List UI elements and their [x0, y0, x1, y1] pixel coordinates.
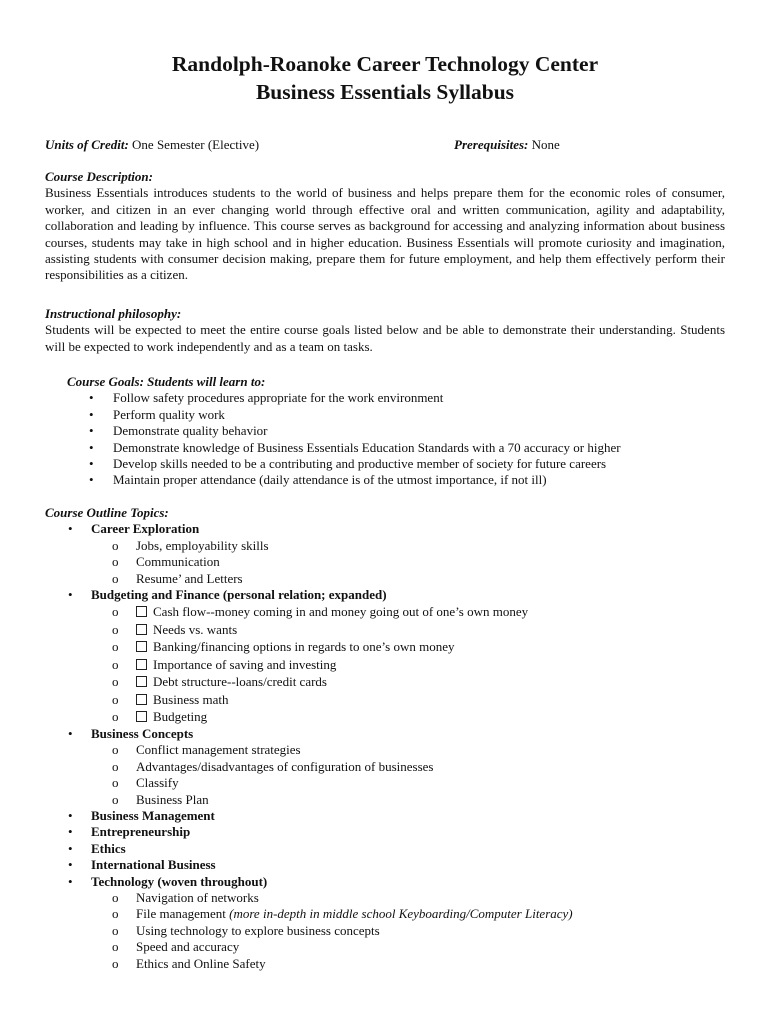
subtopic-list	[91, 538, 725, 587]
units-of-credit	[45, 137, 259, 153]
checkbox-icon	[136, 711, 147, 722]
checkbox-icon	[136, 694, 147, 705]
checkbox-icon	[136, 641, 147, 652]
topic-label: Entrepreneurship	[91, 824, 191, 840]
checkbox-icon	[136, 659, 147, 670]
philosophy-text: Students will be expected to meet the entire course goals listed below and be able to demonstrate their understanding. Students will be expected to work independently and as a team on tasks.	[45, 322, 725, 354]
topic-budgeting-finance: • Budgeting and Finance (personal relation; expanded) o Cash flow--money coming in and money going out of one’s own money o Needs vs. wants o Banking/financing options in regards to one’s own money o Importance of saving and investing o Debt structure--loans/credit cards o Business math o Budgeting	[45, 587, 725, 726]
list-item: o Importance of saving and investing	[112, 656, 337, 672]
topic-label: Ethics	[91, 840, 126, 856]
checkbox-icon	[136, 676, 147, 687]
course-goals	[67, 374, 727, 489]
list-item: o Banking/financing options in regards to one’s own money	[112, 639, 455, 655]
topic-label: Budgeting and Finance (personal relation; expanded)	[91, 587, 387, 603]
subtopic-list	[91, 742, 725, 808]
list-item: o Needs vs. wants	[112, 621, 238, 637]
list-item: • Perform quality work	[67, 407, 727, 423]
list-item: • Develop skills needed to be a contributing and productive member of society for future careers	[67, 456, 727, 472]
topic-label: International Business	[91, 857, 216, 873]
list-item: o Communication	[112, 554, 220, 570]
topic-ethics: • Ethics	[68, 840, 126, 856]
list-item: o Resume’ and Letters	[112, 570, 243, 586]
instructional-philosophy	[45, 306, 725, 355]
list-item: • Demonstrate quality behavior	[67, 423, 727, 439]
topic-business-management: • Business Management	[68, 807, 215, 823]
subtopic-list	[91, 603, 725, 726]
list-item: o Budgeting	[112, 709, 208, 725]
topic-career-exploration: • Career Exploration o Jobs, employability skills o Communication o Resume’ and Letters	[45, 521, 725, 587]
topic-label: Business Management	[91, 807, 215, 823]
list-item: o Cash flow--money coming in and money going out of one’s own money	[112, 604, 529, 620]
list-item: o Speed and accuracy	[112, 939, 240, 955]
topic-entrepreneurship: • Entrepreneurship	[68, 824, 191, 840]
topic-business-concepts: • Business Concepts o Conflict management strategies o Advantages/disadvantages of configuration of businesses o Classify o Business Plan	[45, 726, 725, 808]
description-heading: Course Description:	[45, 169, 153, 184]
list-item: o Ethics and Online Safety	[112, 955, 266, 971]
list-item: o Conflict management strategies	[112, 742, 301, 758]
topic-technology: • Technology (woven throughout) o Navigation of networks o File management (more in-depth in middle school Keyboarding/Computer Literacy) o Using technology to explore business concepts o Speed and accuracy o Ethics and Online Safety	[45, 874, 725, 972]
outline-list	[45, 521, 725, 972]
file-management-note: (more in-depth in middle school Keyboarding/Computer Literacy)	[229, 906, 573, 922]
prereq-label: Prerequisites:	[454, 137, 529, 152]
list-item: o Business Plan	[112, 791, 209, 807]
list-item: • Demonstrate knowledge of Business Essentials Education Standards with a 70 accuracy or higher	[67, 440, 727, 456]
description-text: Business Essentials introduces students to the world of business and helps prepare them for the economic roles of consumer, worker, and citizen in an ever changing world through effective oral and written communication, agility and adaptability, collaboration and leading by influence. This course serves as background for accessing and analyzing information about business courses, students may take in high school and in higher education. Business Essentials will promote curiosity and imagination, assisting students with consumer decision making, prepare them for future employment, and help them effectively perform their responsibilities as a citizen.	[45, 185, 725, 283]
course-outline	[45, 505, 725, 972]
list-item: o Using technology to explore business concepts	[112, 922, 380, 938]
prerequisites	[454, 137, 560, 153]
list-item: o Classify	[112, 775, 179, 791]
topic-label: Business Concepts	[91, 725, 194, 741]
list-item: • Follow safety procedures appropriate for the work environment	[67, 390, 727, 406]
course-meta	[45, 137, 735, 153]
units-value: One Semester (Elective)	[128, 137, 260, 152]
title-line-1: Randolph-Roanoke Career Technology Center	[171, 52, 599, 76]
prereq-value: None	[528, 137, 560, 152]
units-label: Units of Credit:	[45, 137, 129, 152]
list-item: o Advantages/disadvantages of configuration of businesses	[112, 758, 434, 774]
topic-international-business: • International Business	[68, 857, 216, 873]
outline-heading: Course Outline Topics:	[45, 505, 169, 520]
list-item: o File management (more in-depth in middle school Keyboarding/Computer Literacy)	[112, 906, 573, 922]
goals-heading: Course Goals: Students will learn to:	[67, 374, 266, 389]
list-item: o Jobs, employability skills	[112, 537, 269, 553]
course-description	[45, 169, 725, 284]
checkbox-icon	[136, 606, 147, 617]
subtopic-list	[91, 890, 725, 972]
goals-list	[67, 390, 727, 488]
list-item: • Maintain proper attendance (daily attendance is of the utmost importance, if not ill)	[67, 472, 727, 488]
document-title	[0, 50, 770, 106]
list-item: o Navigation of networks	[112, 890, 259, 905]
checkbox-icon	[136, 624, 147, 635]
topic-label: Career Exploration	[91, 521, 200, 537]
list-item: o Debt structure--loans/credit cards	[112, 674, 327, 690]
list-item: o Business math	[112, 691, 229, 707]
topic-label: Technology (woven throughout)	[91, 873, 268, 889]
title-line-2: Business Essentials Syllabus	[255, 80, 515, 104]
philosophy-heading: Instructional philosophy:	[45, 306, 182, 321]
